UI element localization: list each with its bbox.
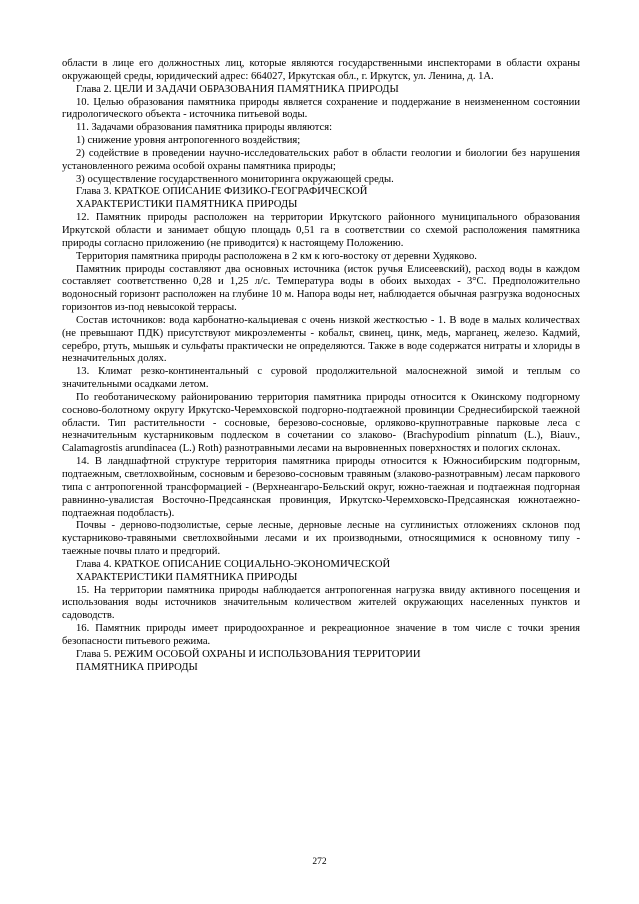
list-item-2: 2) содействие в проведении научно-исследовательских работ в области геологии и биологии без нарушения установленного режима особой охраны памятника природы; — [62, 147, 580, 172]
chapter-4-heading — [62, 559, 580, 585]
list-item-3: 3) осуществление государственного мониторинга окружающей среды. — [76, 173, 394, 185]
chapter-2-heading: Глава 2. ЦЕЛИ И ЗАДАЧИ ОБРАЗОВАНИЯ ПАМЯТНИКА ПРИРОДЫ — [76, 83, 399, 95]
paragraph-11: 11. Задачами образования памятника природы являются: — [76, 122, 333, 134]
chapter-4-heading-line2: ХАРАКТЕРИСТИКИ ПАМЯТНИКА ПРИРОДЫ — [76, 571, 298, 583]
paragraph-sources: Памятник природы составляют два основных источника (исток ручья Елисеевский), расход воды в каждом составляет соответственно 0,28 и 1,25 л/с. Температура воды в обоих выходах - 3°С. Предположительно водоносный горизонт расположен на глубине 10 м. Напора воды нет, наблюдается обычная разгрузка водоносных горизонтов из-под невысокой террасы. — [62, 263, 580, 314]
paragraph-15: 15. На территории памятника природы наблюдается антропогенная нагрузка ввиду активного посещения и использования воды источников значительным количеством жителей окружающих населенных пунктов и садоводств. — [62, 584, 580, 622]
paragraph-13: 13. Климат резко-континентальный с суровой продолжительной малоснежной зимой и теплым со значительными осадками летом. — [62, 366, 580, 391]
list-item-1: 1) снижение уровня антропогенного воздействия; — [76, 135, 301, 147]
paragraph-composition: Состав источников: вода карбонатно-кальциевая с очень низкой жесткостью - 1. В воде в малых количествах (не превышают ПДК) присутствуют микроэлементы - кобальт, свинец, цинк, медь, марганец, железо. Кадмий, серебро, ртуть, мышьяк и сульфаты практически не определяются. Также в воде содержатся нитраты и хлориды в незначительных долях. — [62, 314, 580, 365]
paragraph-12: 12. Памятник природы расположен на территории Иркутского районного муниципального образования Иркутской области и занимает общую площадь 0,51 га в соответствии со схемой расположения памятника природы согласно приложению (не приводится) к настоящему Положению. — [62, 212, 580, 249]
paragraph-soils: Почвы - дерново-подзолистые, серые лесные, дерновые лесные на суглинистых отложениях склонов под кустарниково-травяными светлохвойными лесами и их производными, относящимися к основному типу - таежные почвы плато и предгорий. — [62, 520, 580, 558]
paragraph-16: 16. Памятник природы имеет природоохранное и рекреационное значение в том числе с точки зрения безопасности питьевого режима. — [62, 623, 580, 647]
document-page — [62, 58, 580, 675]
paragraph-continuation: области в лице его должностных лиц, которые являются государственными инспекторами в области охраны окружающей среды, юридический адрес: 664027, Иркутская обл., г. Иркутск, ул. Ленина, д. 1А. — [62, 58, 580, 82]
page-number: 272 — [312, 857, 327, 867]
paragraph-10: 10. Целью образования памятника природы является сохранение и поддержание в неизмененном состоянии гидрологического объекта - источника питьевой воды. — [62, 96, 580, 121]
chapter-4-heading-line1: Глава 4. КРАТКОЕ ОПИСАНИЕ СОЦИАЛЬНО-ЭКОНОМИЧЕСКОЙ — [76, 558, 391, 570]
chapter-3-heading-line2: ХАРАКТЕРИСТИКИ ПАМЯТНИКА ПРИРОДЫ — [76, 199, 298, 211]
paragraph-territory-location: Территория памятника природы расположена в 2 км к юго-востоку от деревни Худяково. — [76, 250, 477, 262]
chapter-5-heading-line2: ПАМЯТНИКА ПРИРОДЫ — [76, 661, 198, 673]
chapter-3-heading-line1: Глава 3. КРАТКОЕ ОПИСАНИЕ ФИЗИКО-ГЕОГРАФИЧЕСКОЙ — [76, 186, 368, 198]
chapter-3-heading — [62, 186, 580, 212]
paragraph-14: 14. В ландшафтной структуре территория памятника природы относится к Южносибирским подгорным, подтаежным, светлохвойным, сосновым и березово-сосновым травяным (злаково-разнотравным) лесам паркового типа с антропогенной трансформацией - (Верхнеангаро-Бельский округ, южно-таежная и подтаежная подгорная равнинно-увалистая Восточно-Предсаянская провинция, Иркутско-Черемховско-Предсаянская южнотаежно-подтаежная подобласть). — [62, 456, 580, 519]
chapter-5-heading-line1: Глава 5. РЕЖИМ ОСОБОЙ ОХРАНЫ И ИСПОЛЬЗОВАНИЯ ТЕРРИТОРИИ — [76, 648, 421, 660]
chapter-5-heading — [62, 649, 580, 675]
paragraph-geobotany: По геоботаническому районированию территория памятника природы относится к Окинскому подгорному сосново-болотному округу Иркутско-Черемховской подгорно-подтаежной провинции Среднесибирской таежной области. Тип растительности - сосновые, березово-сосновые, орляково-крупнотравные парковые леса с незначительным кустарниковым подлеском в сочетании со злаково- (Brachypodium pinnatum (L.), Biauv., Calamagrostis arundinacea (L.) Roth) разнотравными лесами на выровненных поверхностях и пологих склонах. — [62, 391, 580, 455]
